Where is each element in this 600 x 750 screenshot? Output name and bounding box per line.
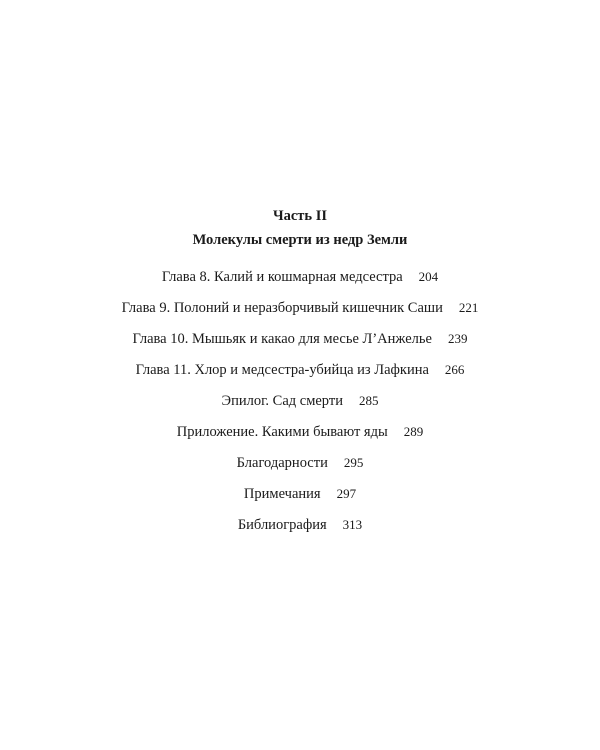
toc-entry-chapter-9 [0, 298, 600, 318]
toc-entry-title: Эпилог. Сад смерти [221, 393, 343, 409]
toc-entry-page: 313 [342, 517, 363, 532]
toc-entry-chapter-11 [0, 360, 600, 380]
toc-entry-epilogue [0, 391, 600, 411]
toc-entry-notes [0, 484, 600, 504]
toc-entry-title: Глава 9. Полоний и неразборчивый кишечник Саши [121, 300, 443, 316]
part-label: Часть II [272, 208, 328, 224]
toc-entry-title: Глава 8. Калий и кошмарная медсестра [161, 269, 403, 285]
toc-entry-chapter-8 [0, 267, 600, 287]
toc-entry-page: 221 [458, 300, 479, 315]
toc-entry-title: Глава 10. Мышьяк и какао для месье Л’Анжелье [132, 331, 432, 347]
toc-entry-title: Приложение. Какими бывают яды [176, 424, 388, 440]
toc-entries [0, 267, 600, 535]
toc-entry-appendix [0, 422, 600, 442]
toc-entry-page: 266 [444, 362, 465, 377]
toc-entry-acknowledgements [0, 453, 600, 473]
toc-entry-page: 285 [358, 393, 379, 408]
toc-entry-title: Благодарности [236, 455, 328, 471]
toc-entry-title: Глава 11. Хлор и медсестра-убийца из Лафкина [135, 362, 429, 378]
part-title: Молекулы смерти из недр Земли [192, 232, 408, 248]
toc-entry-chapter-10 [0, 329, 600, 349]
toc-entry-page: 239 [447, 331, 468, 346]
toc-entry-page: 204 [418, 269, 439, 284]
table-of-contents [0, 206, 600, 546]
toc-entry-page: 295 [343, 455, 364, 470]
toc-entry-title: Библиография [237, 517, 327, 533]
toc-entry-page: 289 [403, 424, 424, 439]
toc-entry-page: 297 [336, 486, 357, 501]
toc-entry-bibliography [0, 515, 600, 535]
toc-entry-title: Примечания [243, 486, 321, 502]
